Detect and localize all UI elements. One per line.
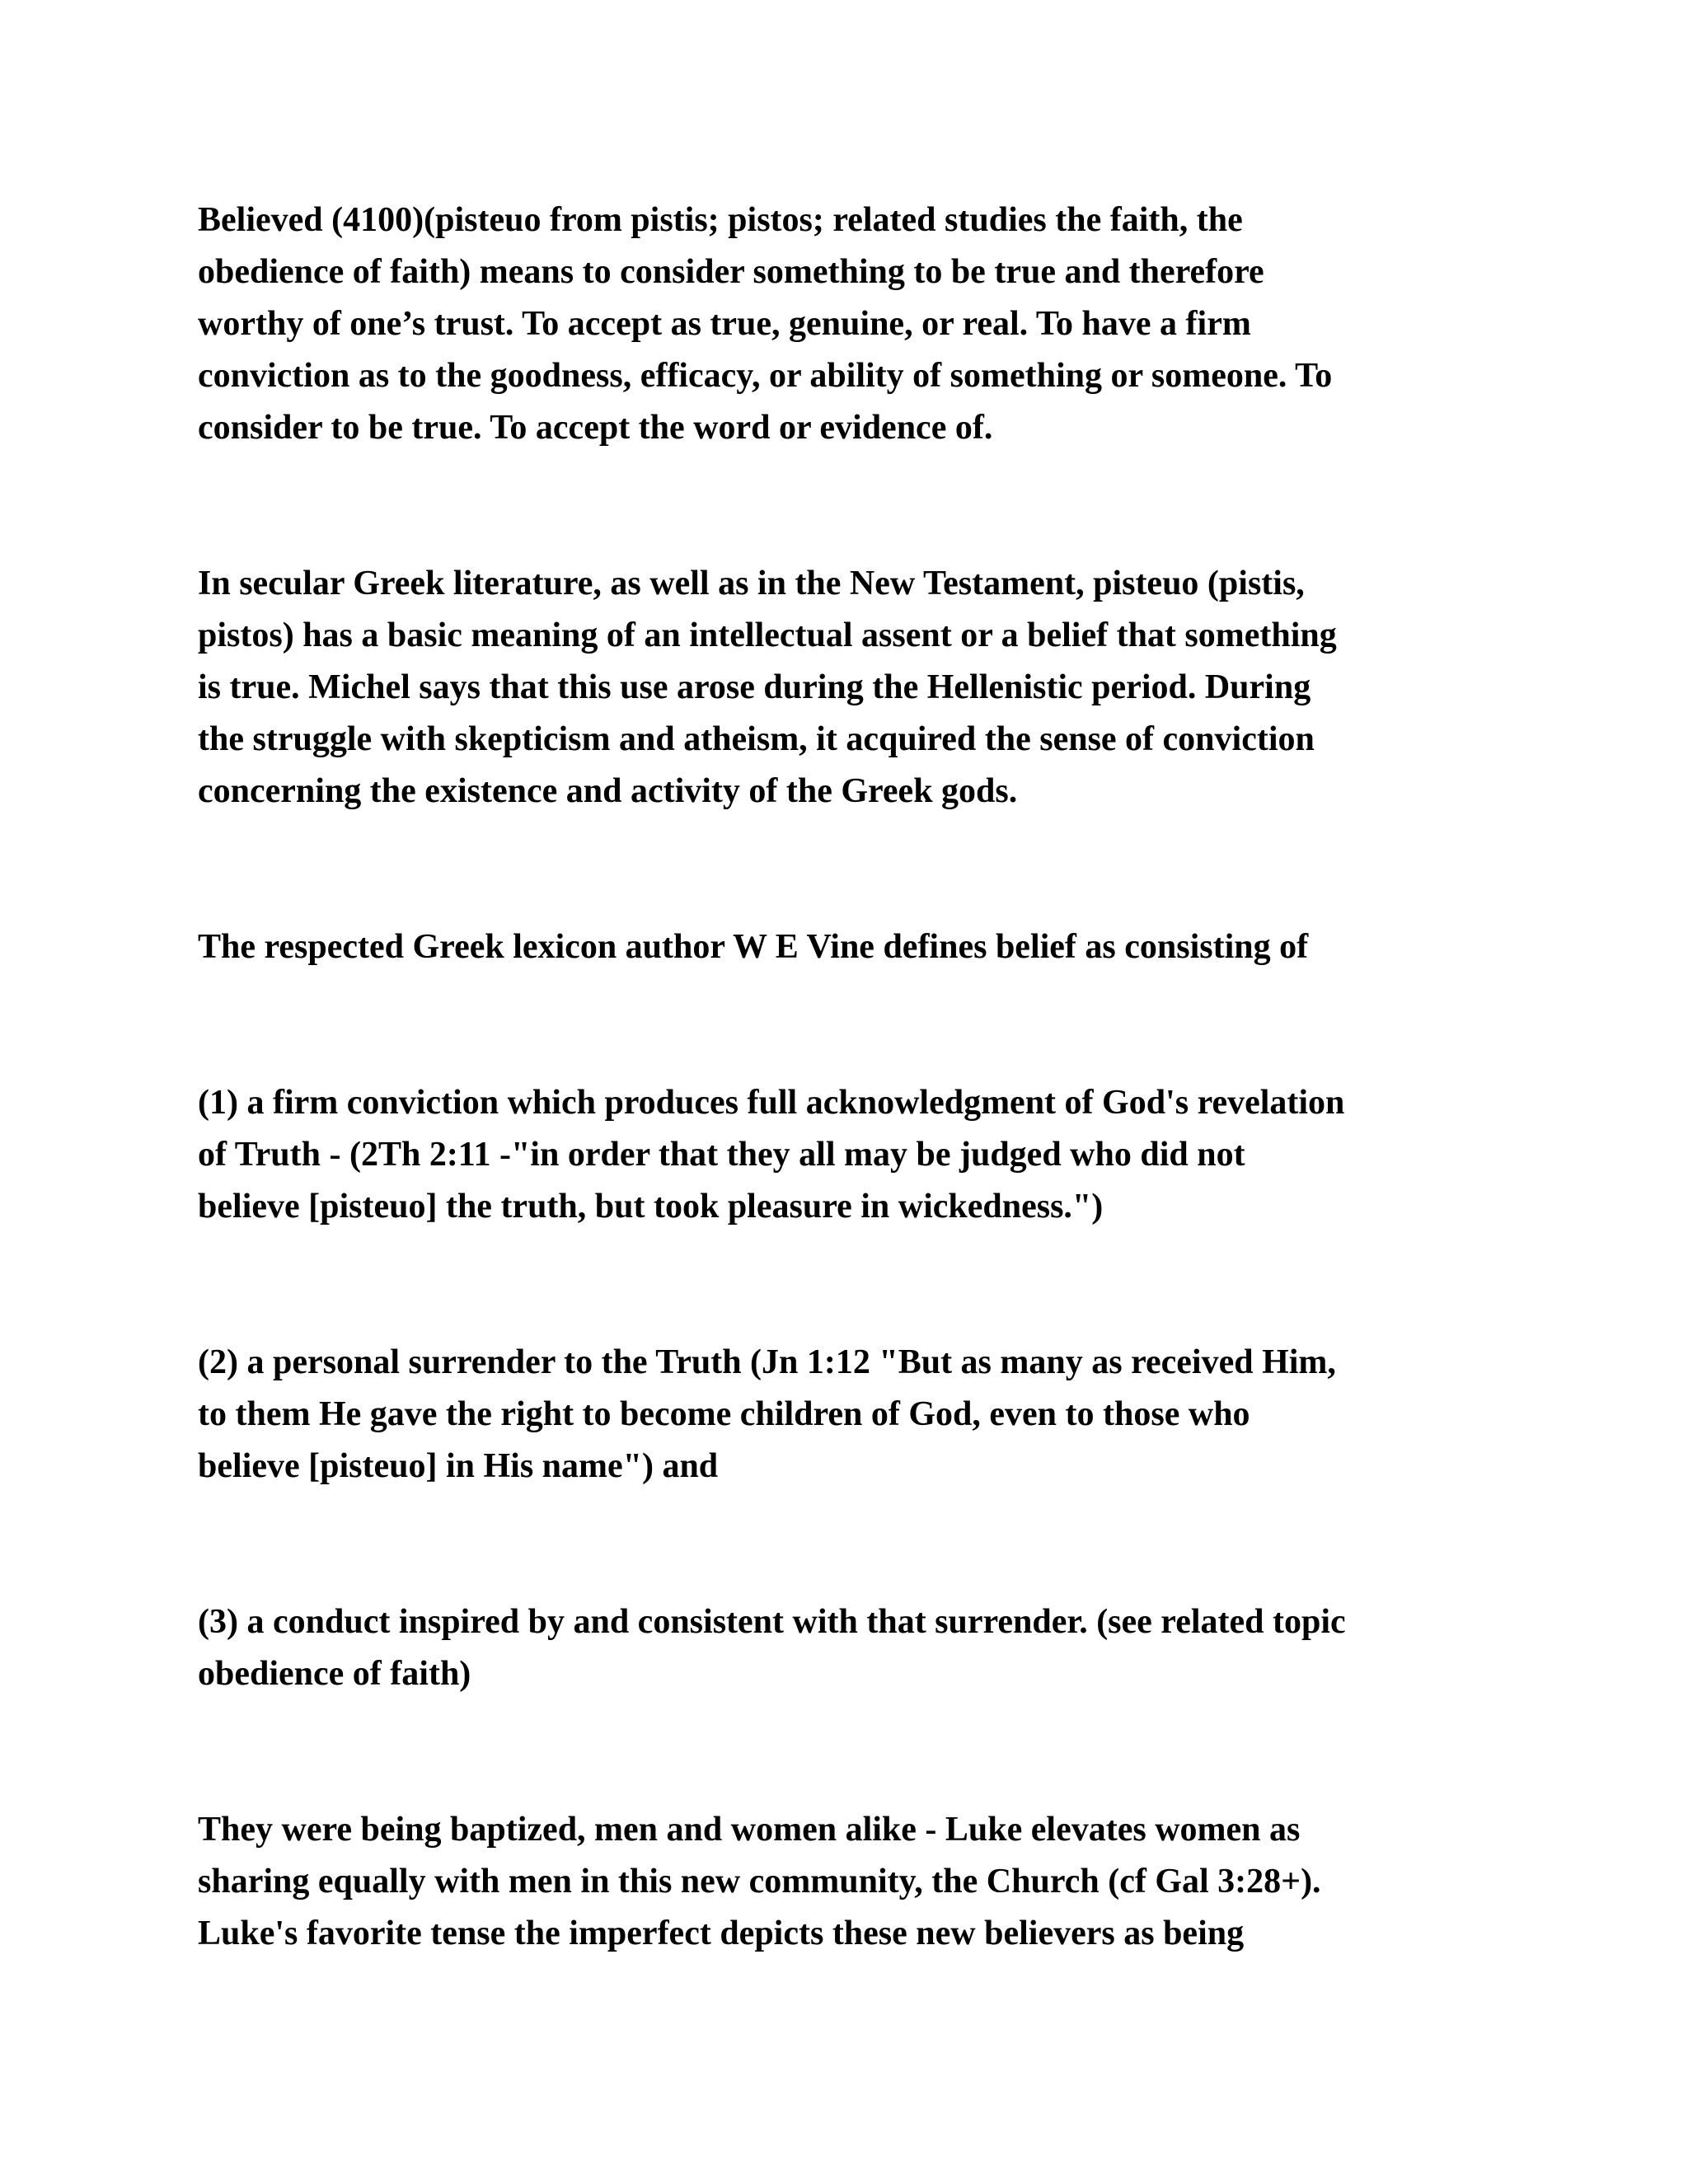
text-line: Luke's favorite tense the imperfect depicts these new believers as being — [198, 1915, 1245, 1952]
text-line: pistos) has a basic meaning of an intellectual assent or a belief that something — [198, 616, 1337, 654]
paragraph-secular-greek — [198, 558, 1500, 818]
text-line: obedience of faith) — [198, 1655, 471, 1693]
paragraph-spacer — [198, 973, 1500, 1077]
text-line: (3) a conduct inspired by and consistent with that surrender. (see related topic — [198, 1603, 1346, 1641]
text-line: to them He gave the right to become children of God, even to those who — [198, 1395, 1250, 1433]
paragraph-believed-definition — [198, 194, 1500, 454]
paragraph-point-1 — [198, 1077, 1500, 1233]
paragraph-spacer — [198, 454, 1500, 558]
text-line: (2) a personal surrender to the Truth (Jn 1:12 "But as many as received Him, — [198, 1343, 1336, 1381]
text-line: worthy of one’s trust. To accept as true, genuine, or real. To have a firm — [198, 305, 1251, 343]
text-line: concerning the existence and activity of the Greek gods. — [198, 772, 1018, 810]
text-line: conviction as to the goodness, efficacy, or ability of something or someone. To — [198, 357, 1333, 395]
text-line: sharing equally with men in this new community, the Church (cf Gal 3:28+). — [198, 1863, 1321, 1900]
text-line: the struggle with skepticism and atheism, it acquired the sense of conviction — [198, 720, 1315, 758]
text-line: believe [pisteuo] in His name") and — [198, 1447, 719, 1485]
paragraph-spacer — [198, 818, 1500, 921]
text-line: Believed (4100)(pisteuo from pistis; pistos; related studies the faith, the — [198, 201, 1243, 239]
text-line: In secular Greek literature, as well as in the New Testament, pisteuo (pistis, — [198, 565, 1305, 602]
text-line: The respected Greek lexicon author W E Vine defines belief as consisting of — [198, 928, 1309, 966]
paragraph-spacer — [198, 1233, 1500, 1337]
text-line: believe [pisteuo] the truth, but took pleasure in wickedness.") — [198, 1188, 1104, 1226]
paragraph-spacer — [198, 1493, 1500, 1596]
text-line: (1) a firm conviction which produces full acknowledgment of God's revelation — [198, 1084, 1345, 1122]
paragraph-baptized — [198, 1804, 1500, 1960]
text-line: obedience of faith) means to consider something to be true and therefore — [198, 253, 1264, 291]
text-line: consider to be true. To accept the word or evidence of. — [198, 409, 993, 447]
text-line: is true. Michel says that this use arose during the Hellenistic period. During — [198, 668, 1311, 706]
text-line: of Truth - (2Th 2:11 -"in order that they all may be judged who did not — [198, 1136, 1245, 1174]
text-line: They were being baptized, men and women alike - Luke elevates women as — [198, 1811, 1301, 1849]
paragraph-spacer — [198, 1700, 1500, 1804]
paragraph-point-3 — [198, 1596, 1500, 1700]
paragraph-vine-intro — [198, 921, 1500, 973]
paragraph-point-2 — [198, 1337, 1500, 1493]
document-body — [198, 194, 1500, 1960]
